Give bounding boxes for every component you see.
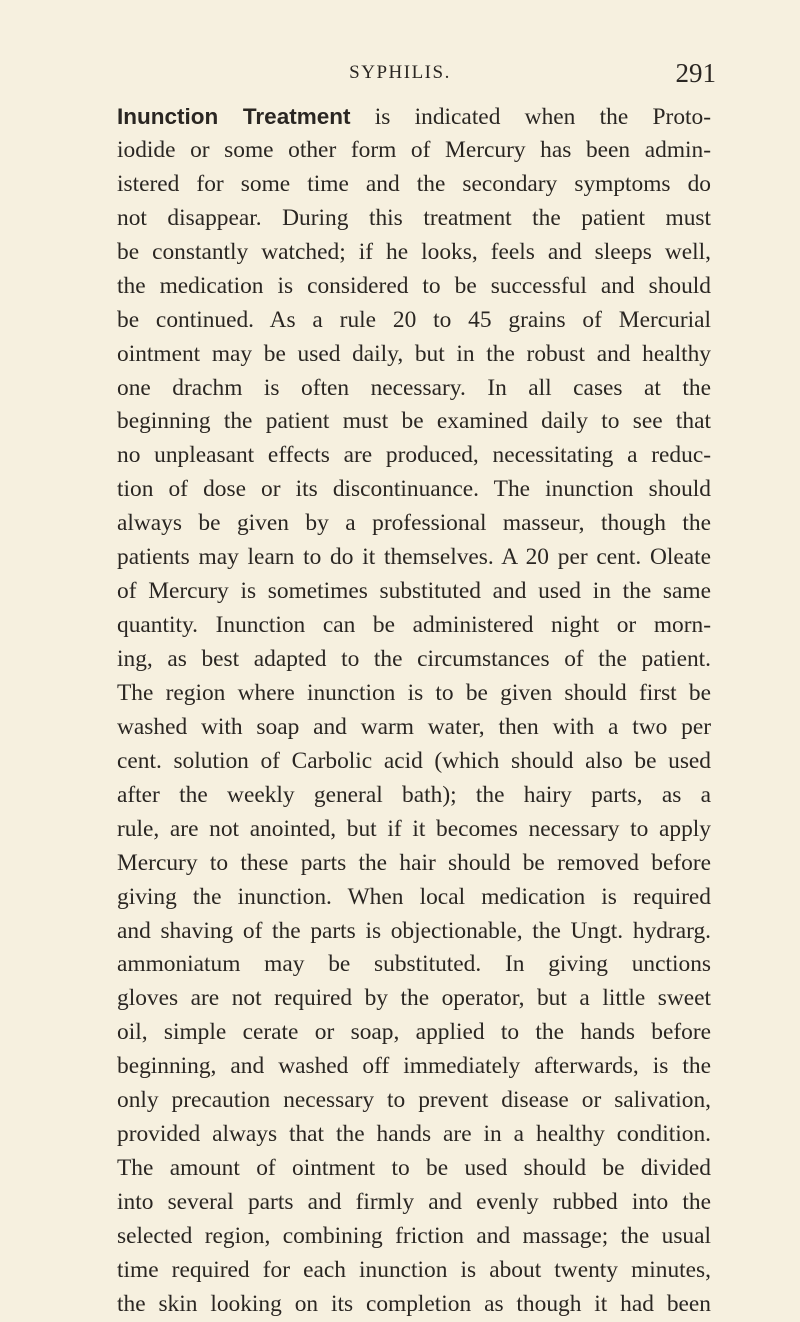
text-line: into several parts and firmly and evenly rubbed into the: [117, 1189, 711, 1215]
text-line: cent. solution of Carbolic acid (which should also be used: [117, 747, 711, 774]
text-line: selected region, combining friction and massage; the usual: [117, 1222, 711, 1249]
text-line: The region where inunction is to be given should first be: [117, 679, 711, 706]
text-line: rule, are not anointed, but if it becomes necessary to apply: [117, 815, 711, 842]
text-line: one drachm is often necessary. In all cases at the: [117, 374, 711, 401]
running-head: [0, 60, 800, 96]
text-line: beginning, and washed off immediately afterwards, is the: [117, 1053, 711, 1080]
text-line: be constantly watched; if he looks, feels and sleeps well,: [117, 238, 711, 265]
running-title: SYPHILIS.: [349, 62, 451, 83]
text-line: Mercury to these parts the hair should be removed before: [117, 849, 711, 876]
text-line: time required for each inunction is about twenty minutes,: [117, 1256, 711, 1283]
text-line: after the weekly general bath); the hairy parts, as a: [117, 781, 711, 808]
text-line: The amount of ointment to be used should be divided: [117, 1155, 711, 1182]
text-line: patients may learn to do it themselves. A 20 per cent. Oleate: [117, 544, 711, 571]
text-line: [117, 100, 711, 134]
text-line: gloves are not required by the operator, but a little sweet: [117, 985, 711, 1012]
text-line: quantity. Inunction can be administered night or morn-: [117, 612, 711, 639]
text-line: provided always that the hands are in a healthy condition.: [117, 1121, 711, 1148]
text-line: ointment may be used daily, but in the robust and healthy: [117, 340, 711, 367]
text-line: tion of dose or its discontinuance. The inunction should: [117, 476, 711, 503]
text-line: always be given by a professional masseur, though the: [117, 510, 711, 537]
text-line: of Mercury is sometimes substituted and used in the same: [117, 578, 711, 605]
text-line: iodide or some other form of Mercury has been admin-: [117, 136, 711, 163]
text-line: istered for some time and the secondary symptoms do: [117, 170, 711, 197]
text-line: no unpleasant effects are produced, necessitating a reduc-: [117, 442, 711, 469]
text-line-content: is indicated when the Proto-: [350, 104, 711, 130]
text-line: and shaving of the parts is objectionable, the Ungt. hydrarg.: [117, 917, 711, 944]
text-line: the skin looking on its completion as though it had been: [117, 1290, 711, 1317]
page-number: 291: [675, 58, 716, 88]
text-line: oil, simple cerate or soap, applied to the hands before: [117, 1019, 711, 1046]
run-in-heading: Inunction Treatment: [117, 104, 351, 129]
text-line: the medication is considered to be successful and should: [117, 272, 711, 299]
text-line: be continued. As a rule 20 to 45 grains of Mercurial: [117, 306, 711, 333]
text-line: not disappear. During this treatment the patient must: [117, 204, 711, 231]
text-line: ing, as best adapted to the circumstances of the patient.: [117, 646, 711, 672]
text-line: giving the inunction. When local medication is required: [117, 883, 711, 910]
text-line: only precaution necessary to prevent disease or salivation,: [117, 1087, 711, 1114]
text-line: washed with soap and warm water, then with a two per: [117, 713, 711, 740]
text-line: beginning the patient must be examined daily to see that: [117, 408, 711, 435]
text-line: ammoniatum may be substituted. In giving unctions: [117, 951, 711, 978]
body-paragraph: [117, 100, 711, 1322]
